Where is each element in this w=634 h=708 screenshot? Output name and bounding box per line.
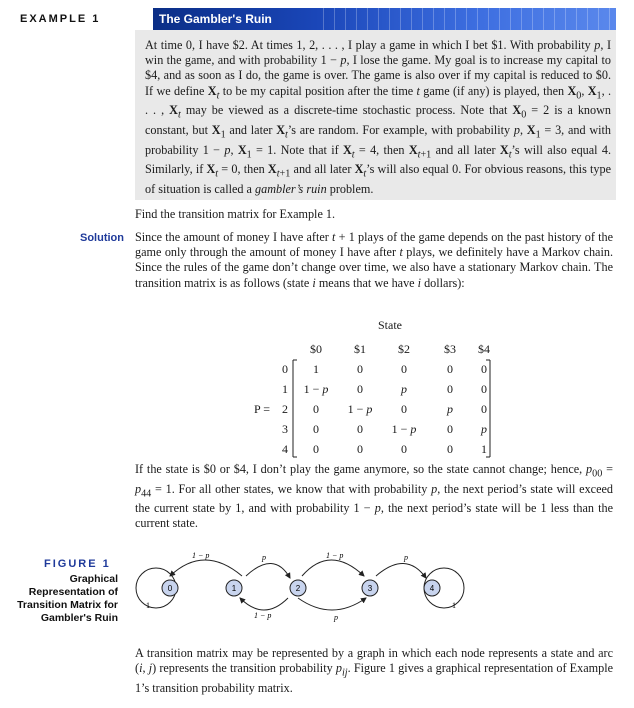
arc-label: p xyxy=(334,613,338,622)
matrix-cell: 0 xyxy=(357,362,363,376)
figure-caption: Graphical Representation of Transition Matrix for Gambler's Ruin xyxy=(17,573,118,624)
matrix-cell: 0 xyxy=(401,442,407,456)
matrix-cell: 1 − p xyxy=(391,422,417,436)
matrix-cell: 1 − p xyxy=(303,382,329,396)
arc-label: 1 − p xyxy=(254,611,272,620)
example-box xyxy=(135,30,616,200)
matrix-cell: 0 xyxy=(313,402,319,416)
arc-1-to-0 xyxy=(170,560,242,576)
matrix-col-header: $4 xyxy=(478,342,490,356)
example-label: EXAMPLE 1 xyxy=(18,8,152,30)
matrix-row-label: 3 xyxy=(282,422,288,436)
matrix-row-label: 4 xyxy=(282,442,288,456)
matrix-cell: 0 xyxy=(447,422,453,436)
matrix-cell: 0 xyxy=(401,402,407,416)
matrix-cell: p xyxy=(447,402,453,416)
matrix-cell: p xyxy=(401,382,407,396)
arc-2-to-3-lower xyxy=(298,598,366,610)
transition-matrix xyxy=(240,316,620,460)
matrix-cell: 1 xyxy=(313,362,319,376)
matrix-cell: 0 xyxy=(481,382,487,396)
closing-paragraph: A transition matrix may be represented by a graph in which each node represents a state and arc (i, j) represents the transition probability $p_{ij}$. Figure 1 gives a graphical representation of Example 1’s transition probability matrix. xyxy=(135,646,614,695)
matrix-cell: 0 xyxy=(357,442,363,456)
matrix-row-label: 1 xyxy=(282,382,288,396)
solution-text: Since the amount of money I have after t + 1 plays of the game depends on the past history of the game only through the amount of money I have after t plays, we definitely have a Markov chain. Since the rules of the game don’t change over time, we also have a stationary Markov chain. The transition matrix is as follows (state i means that we have i dollars): xyxy=(135,230,614,290)
matrix-row-label: 2 xyxy=(282,402,288,416)
matrix-col-header: $3 xyxy=(444,342,456,356)
figure-label: FIGURE 1 xyxy=(44,558,111,570)
example-title: The Gambler's Ruin xyxy=(159,12,272,26)
matrix-cell: 0 xyxy=(447,442,453,456)
arc-3-to-4 xyxy=(376,563,426,578)
arc-label: 1 − p xyxy=(326,551,344,560)
node-label: 1 xyxy=(231,584,237,593)
matrix-col-header: $2 xyxy=(398,342,410,356)
matrix-cell: 1 − p xyxy=(347,402,373,416)
example-header xyxy=(18,8,616,30)
matrix-cell: 0 xyxy=(447,362,453,376)
self-loop-label: 1 xyxy=(146,601,150,610)
arc-1-to-2 xyxy=(246,563,290,578)
matrix-cell: 0 xyxy=(447,382,453,396)
example-title-bar xyxy=(153,8,616,30)
matrix-col-header: $1 xyxy=(354,342,366,356)
matrix-col-header: $0 xyxy=(310,342,322,356)
matrix-row-label: 0 xyxy=(282,362,288,376)
solution-label: Solution xyxy=(80,232,124,244)
arc-label: p xyxy=(262,553,266,562)
arc-label: p xyxy=(404,553,408,562)
matrix-cell: 0 xyxy=(313,442,319,456)
matrix-cell: p xyxy=(481,422,487,436)
matrix-cell: 0 xyxy=(357,422,363,436)
matrix-cell: 0 xyxy=(481,402,487,416)
arc-label: 1 − p xyxy=(192,551,210,560)
matrix-cell: 0 xyxy=(481,362,487,376)
matrix-cell: 0 xyxy=(313,422,319,436)
matrix-p-label: P = xyxy=(254,402,270,416)
matrix-cell: 1 xyxy=(481,442,487,456)
matrix-cell: 0 xyxy=(357,382,363,396)
matrix-state-label: State xyxy=(378,318,402,332)
explanation-text: If the state is $0 or $4, I don’t play the game anymore, so the state cannot change; hence, $p_{00} = p_{44} = 1$. For all other states, we know that with probability p, the next period’s state will exceed the current state by 1, and with probability 1 − p, the next period’s state will be 1 less than the current state. xyxy=(135,462,613,531)
self-loop-label: 1 xyxy=(452,601,456,610)
state-transition-diagram xyxy=(130,540,470,622)
arc-2-to-3 xyxy=(302,560,364,576)
title-bar-texture xyxy=(313,8,616,30)
node-label: 0 xyxy=(167,584,173,593)
node-label: 4 xyxy=(429,584,435,593)
example-statement: At time 0, I have $2. At times 1, 2, . . . , I play a game in which I bet $1. With probability p, I win the game, and with probability 1 − p, I lose the game. My goal is to increase my capital to $4, and as soon as I do, the game is over. The game is also over if my capital is reduced to $0. If we define $X_t$ to be my capital position after the time t game (if any) is played, then $X_0$, $X_1$, . . . , $X_t$ may be viewed as a discrete-time stochastic process. Note that $X_0 = 2$ is a known constant, but $X_1$ and later $X_t’s$ are random. For example, with probability p, $X_1 = 3$, and with probability 1 − p, $X_1 = 1$. Note that if $X_t = 4$, then $X_{t+1}$ and all later $X_t’s$ will also equal 4. Similarly, if $X_t = 0$, then $X_{t+1}$ and all later $X_t’s$ will also equal 0. For obvious reasons, this type of situation is called a gambler’s ruin problem. xyxy=(145,38,612,196)
node-label: 2 xyxy=(295,584,301,593)
matrix-cell: 0 xyxy=(401,362,407,376)
arc-2-to-1 xyxy=(240,598,288,610)
node-label: 3 xyxy=(367,584,373,593)
problem-prompt: Find the transition matrix for Example 1. xyxy=(135,207,336,221)
